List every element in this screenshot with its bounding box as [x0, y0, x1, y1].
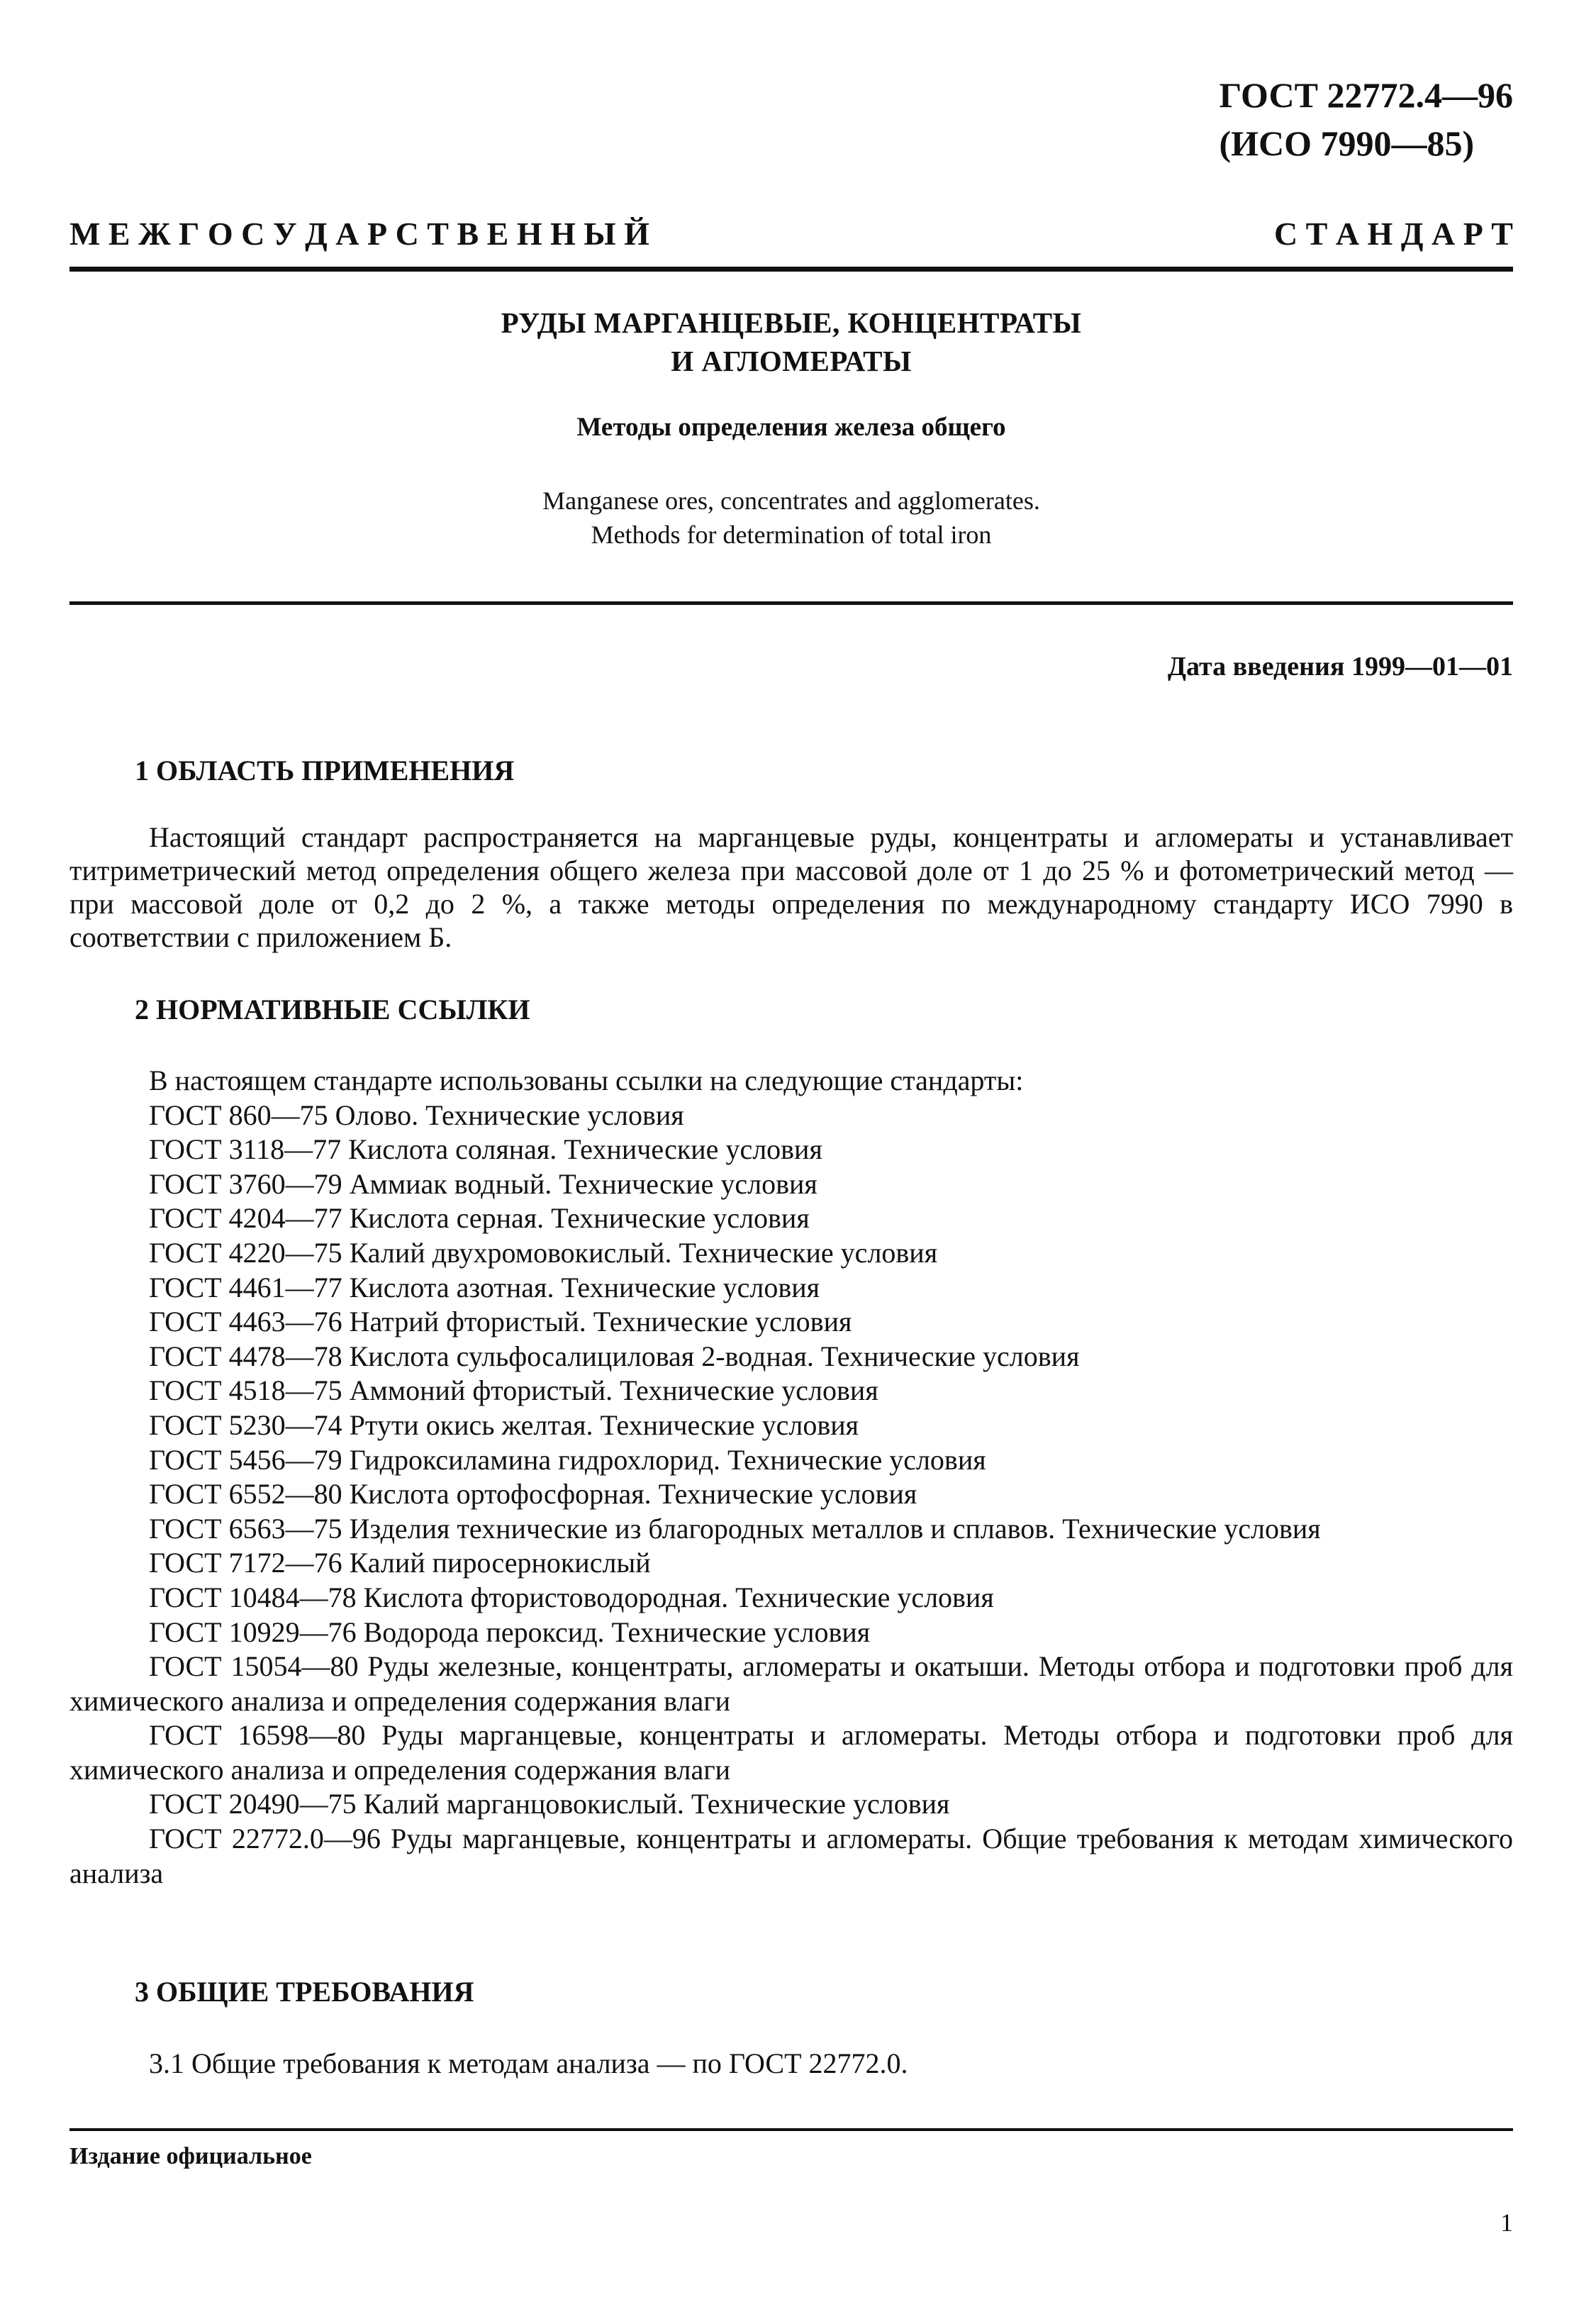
- reference-item: ГОСТ 16598—80 Руды марганцевые, концентраты и агломераты. Методы отбора и подготовки проб для химического анализа и определения содержания влаги: [69, 1719, 1513, 1786]
- section-heading-general: 3 ОБЩИЕ ТРЕБОВАНИЯ: [135, 1976, 474, 2008]
- reference-item: ГОСТ 5456—79 Гидроксиламина гидрохлорид. Технические условия: [149, 1443, 986, 1476]
- general-requirements-paragraph: 3.1 Общие требования к методам анализа — по ГОСТ 22772.0.: [149, 2047, 908, 2079]
- reference-item: ГОСТ 5230—74 Ртути окись желтая. Технические условия: [149, 1408, 859, 1441]
- reference-item: ГОСТ 10484—78 Кислота фтористоводородная. Технические условия: [149, 1581, 994, 1613]
- english-title: [69, 484, 1513, 552]
- reference-item: ГОСТ 4220—75 Калий двухромовокислый. Технические условия: [149, 1236, 938, 1269]
- document-number-block: [1219, 71, 1513, 167]
- document-page: [69, 0, 1513, 2297]
- reference-item: ГОСТ 860—75 Олово. Технические условия: [149, 1099, 684, 1131]
- english-title-line-1: Manganese ores, concentrates and agglomerates.: [542, 486, 1040, 515]
- reference-item: ГОСТ 15054—80 Руды железные, концентраты, агломераты и окатыши. Методы отбора и подготовки проб для химического анализа и определения содержания влаги: [69, 1650, 1513, 1717]
- document-title: [69, 304, 1513, 380]
- references-list: [69, 1064, 1513, 1891]
- document-subtitle: Методы определения железа общего: [576, 413, 1006, 442]
- header-divider: [69, 267, 1513, 272]
- title-line-2: И АГЛОМЕРАТЫ: [671, 345, 912, 377]
- reference-item: ГОСТ 3118—77 Кислота соляная. Технические условия: [149, 1133, 822, 1166]
- reference-item: ГОСТ 20490—75 Калий марганцовокислый. Технические условия: [149, 1788, 950, 1820]
- reference-item: ГОСТ 4478—78 Кислота сульфосалициловая 2-водная. Технические условия: [149, 1340, 1080, 1372]
- references-intro: В настоящем стандарте использованы ссылки на следующие стандарты:: [149, 1064, 1024, 1096]
- reference-item: ГОСТ 4518—75 Аммоний фтористый. Технические условия: [149, 1374, 878, 1407]
- introduction-date: Дата введения 1999—01—01: [1167, 652, 1513, 682]
- reference-item: ГОСТ 10929—76 Водорода пероксид. Технические условия: [149, 1615, 871, 1648]
- edition-label: Издание официальное: [69, 2143, 312, 2169]
- standard-type-banner: [69, 213, 1513, 255]
- reference-item: ГОСТ 4461—77 Кислота азотная. Технические условия: [149, 1271, 820, 1303]
- page-number: 1: [1500, 2208, 1513, 2237]
- reference-item: ГОСТ 4204—77 Кислота серная. Технические условия: [149, 1202, 810, 1235]
- reference-item: ГОСТ 3760—79 Аммиак водный. Технические условия: [149, 1167, 817, 1200]
- english-title-line-2: Methods for determination of total iron: [591, 521, 992, 549]
- title-divider: [69, 601, 1513, 605]
- reference-item: ГОСТ 4463—76 Натрий фтористый. Технические условия: [149, 1306, 852, 1338]
- reference-item: ГОСТ 6563—75 Изделия технические из благородных металлов и сплавов. Технические условия: [149, 1512, 1321, 1545]
- gost-number: ГОСТ 22772.4—96: [1219, 75, 1513, 115]
- footer-divider: [69, 2128, 1513, 2131]
- section-heading-references: 2 НОРМАТИВНЫЕ ССЫЛКИ: [135, 994, 530, 1025]
- standard-type-left: М Е Ж Г О С У Д А Р С Т В Е Н Н Ы Й: [69, 216, 649, 252]
- title-line-1: РУДЫ МАРГАНЦЕВЫЕ, КОНЦЕНТРАТЫ: [501, 306, 1082, 339]
- standard-type-right: С Т А Н Д А Р Т: [1273, 216, 1513, 252]
- iso-number: (ИСО 7990—85): [1219, 123, 1475, 163]
- scope-paragraph: Настоящий стандарт распространяется на марганцевые руды, концентраты и агломераты и устанавливает титриметрический метод определения общего железа при массовой доле от 1 до 25 % и фотометрический метод — при массовой доле от 0,2 до 2 %, а также методы определения по международному стандарту ИСО 7990 в соответствии с приложением Б.: [69, 821, 1513, 953]
- reference-item: ГОСТ 6552—80 Кислота ортофосфорная. Технические условия: [149, 1478, 917, 1511]
- section-heading-scope: 1 ОБЛАСТЬ ПРИМЕНЕНИЯ: [135, 755, 515, 786]
- reference-item: ГОСТ 22772.0—96 Руды марганцевые, концентраты и агломераты. Общие требования к методам химического анализа: [69, 1823, 1513, 1889]
- reference-item: ГОСТ 7172—76 Калий пиросернокислый: [149, 1547, 651, 1579]
